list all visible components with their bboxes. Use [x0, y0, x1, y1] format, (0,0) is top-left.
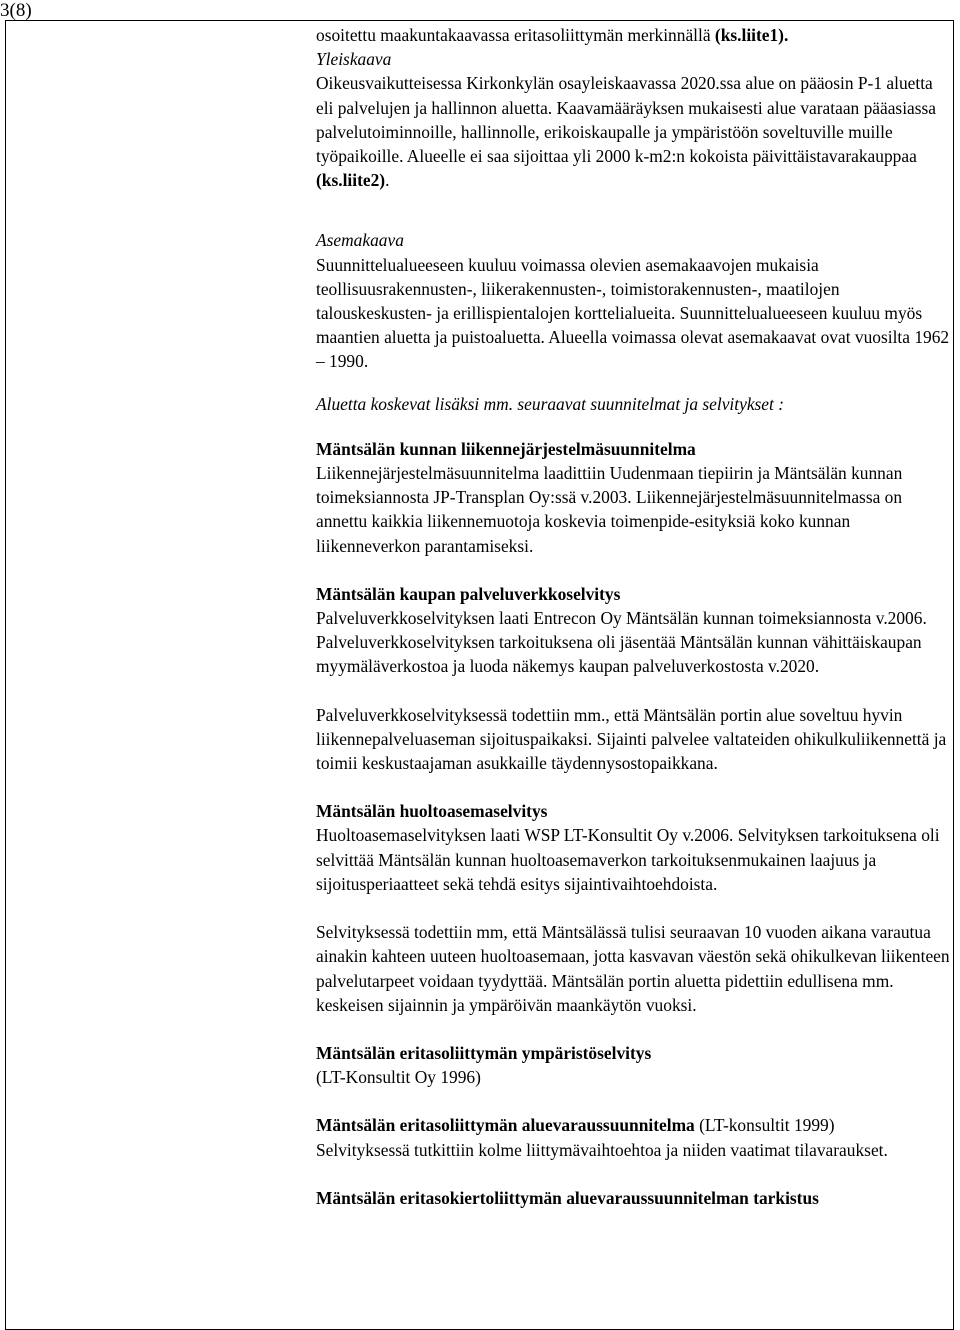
aluevaraus-heading-line: [316, 1113, 952, 1137]
intro-text: osoitettu maakuntakaavassa eritasoliittymän merkinnällä: [316, 25, 715, 45]
heading-huoltoasema: Mäntsälän huoltoasemaselvitys: [316, 801, 548, 822]
spacer: [316, 1017, 952, 1041]
spacer: [316, 374, 952, 392]
yleiskaava-end: .: [385, 170, 390, 191]
liikennejarjestelma-paragraph: Liikennejärjestelmäsuunnitelma laadittiin Uudenmaan tiepiirin ja Mäntsälän kunnan toimeksiannosta JP-Transplan Oy:ssä v.2003. Liikennejärjestelmäsuunnitelmassa on annettu kaikkia liikennemuotoja koskevia toimenpide-esityksiä koko kunnan liikenneverkon parantamiseksi.: [316, 463, 903, 556]
heading-aluevaraus: Mäntsälän eritasoliittymän aluevaraussuunnitelma: [316, 1115, 695, 1136]
page-number: 3(8): [0, 0, 32, 21]
heading-kiertoliittyma: Mäntsälän eritasokiertoliittymän aluevaraussuunnitelman tarkistus: [316, 1187, 819, 1208]
aluevaraus-source: (LT-konsultit 1999): [694, 1115, 835, 1136]
yleiskaava-text: Oikeusvaikutteisessa Kirkonkylän osayleiskaavassa 2020.ssa alue on pääosin P-1 aluetta eli palvelujen ja hallinnon aluetta. Kaavamääräyksen mukaisesti alue varataan pääasiassa palvelutoiminnoille, hallinnolle, erikoiskaupalle ja ympäristöön soveltuville muille työpaikoille. Alueelle ei saa sijoittaa yli 2000 k-m2:n kokoista päivittäistavarakauppaa: [316, 73, 936, 167]
palveluverkko-paragraph: Palveluverkkoselvityksen laati Entrecon Oy Mäntsälän kunnan toimeksiannosta v.2006. Palveluverkkoselvityksen tarkoituksena oli jäsentää Mäntsälän kunnan vähittäiskaupan myymäläverkostoa ja luoda näkemys kaupan palveluverkostosta v.2020.: [316, 608, 927, 677]
section-heading-asemakaava: Asemakaava: [316, 230, 404, 251]
huoltoasema-paragraph-2: Selvityksessä todettiin mm, että Mäntsälässä tulisi seuraavan 10 vuoden aikana varautua ainakin kahteen uuteen huoltoasemaan, jotta kasvavan väestön sekä ohikulkevan liikenteen palvelutarpeet voidaan tyydyttää. Mäntsälän portin aluetta pidettiin edullisena mm. keskeisen sijainnin ja ympäröivän maankäytön vuoksi.: [316, 922, 950, 1015]
section-heading-yleiskaava: Yleiskaava: [316, 49, 392, 70]
plans-intro: Aluetta koskevat lisäksi mm. seuraavat suunnitelmat ja selvitykset :: [316, 393, 784, 414]
appendix-ref-1: (ks.liite1).: [714, 25, 789, 45]
document-body: [316, 23, 952, 1210]
spacer: [316, 1162, 952, 1186]
yleiskaava-paragraph: [316, 71, 952, 192]
spacer: [316, 775, 952, 799]
appendix-ref-2: (ks.liite2): [316, 170, 386, 191]
spacer: [316, 558, 952, 582]
intro-paragraph: [316, 23, 952, 47]
aluevaraus-paragraph: Selvityksessä tutkittiin kolme liittymävaihtoehtoa ja niiden vaatimat tilavaraukset.: [316, 1139, 888, 1160]
spacer: [316, 192, 952, 228]
spacer: [316, 416, 952, 437]
asemakaava-paragraph: Suunnittelualueeseen kuuluu voimassa olevien asemakaavojen mukaisia teollisuusrakennusten-, liikerakennusten-, toimistorakennusten-, maatilojen talouskeskusten- ja erillispientalojen korttelialueita. Suunnittelualueeseen kuuluu myös maantien aluetta ja puistoaluetta. Alueella voimassa olevat asemakaavat ovat vuosilta 1962 – 1990.: [316, 254, 950, 372]
palveluverkko-paragraph-2: Palveluverkkoselvityksessä todettiin mm., että Mäntsälän portin alue soveltuu hyvin liikennepalveluaseman sijoituspaikaksi. Sijainti palvelee valtateiden ohikulkuliikennettä ja toimii keskustaajaman asukkaille täydennysostopaikkana.: [316, 704, 947, 774]
heading-liikennejarjestelma: Mäntsälän kunnan liikennejärjestelmäsuunnitelma: [316, 438, 696, 459]
spacer: [316, 1089, 952, 1113]
heading-ymparistoselvitys: Mäntsälän eritasoliittymän ympäristöselvitys: [316, 1042, 652, 1063]
heading-palveluverkko: Mäntsälän kaupan palveluverkkoselvitys: [316, 583, 621, 604]
spacer: [316, 896, 952, 920]
huoltoasema-paragraph: Huoltoasemaselvityksen laati WSP LT-Konsultit Oy v.2006. Selvityksen tarkoituksena oli selvittää Mäntsälän kunnan huoltoasemaverkon tarkoituksenmukainen laajuus ja sijoitusperiaatteet sekä tehdä esitys sijaintivaihtoehdoista.: [316, 825, 940, 894]
ymparistoselvitys-paragraph: (LT-Konsultit Oy 1996): [316, 1067, 481, 1088]
spacer: [316, 679, 952, 703]
